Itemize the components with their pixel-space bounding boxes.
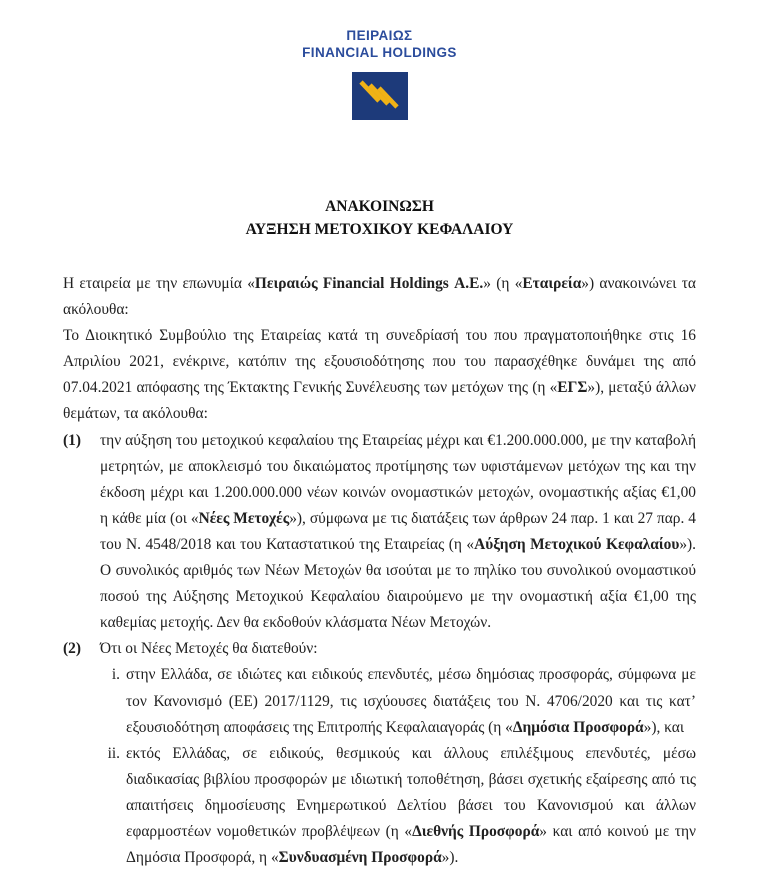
item-2-marker: (2) — [63, 640, 81, 658]
intro-paragraph: Η εταιρεία με την επωνυμία «Πειραιώς Financial Holdings Α.Ε.» (η «Εταιρεία») ανακοινώνει τα ακόλουθα: — [63, 275, 696, 319]
logo-wordmark — [0, 27, 759, 61]
document-body — [0, 271, 759, 871]
sub-item-ii — [105, 741, 696, 871]
logo-stripes-icon — [0, 72, 759, 125]
item-2-text: Ότι οι Νέες Μετοχές θα διατεθούν: — [100, 640, 318, 658]
logo-wordmark-line1: ΠΕΙΡΑΙΩΣ — [346, 28, 413, 43]
sub-item-i-marker: i. — [111, 666, 120, 684]
document-title-block — [0, 195, 759, 241]
numbered-item-1 — [63, 428, 696, 637]
sub-item-i-text: στην Ελλάδα, σε ιδιώτες και ειδικούς επενδυτές, μέσω δημόσιας προσφοράς, σύμφωνα με τον Κανονισμό (ΕΕ) 2017/1129, τις ισχύουσες διατάξεις του Ν. 4706/2020 και τις κατ’ εξουσιοδότηση αποφάσεις της Επιτροπής Κεφαλαιαγοράς (η «Δημόσια Προσφορά»), και — [126, 666, 696, 736]
item-1-text: την αύξηση του μετοχικού κεφαλαίου της Εταιρείας μέχρι και €1.200.000.000, με την καταβολή μετρητών, με αποκλεισμό του δικαιώματος προτίμησης των υφιστάμενων μετόχων της και την έκδοση μέχρι και 1.200.000.000 νέων κοινών ονομαστικών μετοχών, ονομαστικής αξίας €1,00 η κάθε μία (οι «Νέες Μετοχές»), σύμφωνα με τις διατάξεις των άρθρων 24 παρ. 1 και 27 παρ. 4 του Ν. 4548/2018 και του Καταστατικού της Εταιρείας (η «Αύξηση Μετοχικού Κεφαλαίου»). Ο συνολικός αριθμός των Νέων Μετοχών θα ισούται με το πηλίκο του συνολικού ονομαστικού ποσού της Αύξησης Μετοχικού Κεφαλαίου διαιρούμενο με την ονομαστική αξία €1,00 της καθεμίας μετοχής. Δεν θα εκδοθούν κλάσματα Νέων Μετοχών. — [100, 431, 696, 632]
sub-item-i — [105, 662, 696, 740]
company-logo — [0, 0, 759, 125]
item-1-marker: (1) — [63, 431, 81, 449]
sub-item-ii-marker: ii. — [107, 744, 120, 762]
board-decision-paragraph: Το Διοικητικό Συμβούλιο της Εταιρείας κατά τη συνεδρίασή του που πραγματοποιήθηκε στις 16 Απριλίου 2021, ενέκρινε, κατόπιν της εξουσιοδότησης που του παρασχέθηκε δυνάμει της από 07.04.2021 απόφασης της Έκτακτης Γενικής Συνέλευσης των μετόχων της (η «ΕΓΣ»), μεταξύ άλλων θεμάτων, τα ακόλουθα: — [63, 327, 696, 423]
logo-wordmark-line2: FINANCIAL HOLDINGS — [302, 45, 457, 60]
document-subtitle: ΑΥΞΗΣΗ ΜΕΤΟΧΙΚΟΥ ΚΕΦΑΛΑΙΟΥ — [245, 221, 514, 238]
sub-item-ii-text: εκτός Ελλάδας, σε ειδικούς, θεσμικούς και άλλους επιλέξιμους επενδυτές, μέσω διαδικασίας βιβλίου προσφορών με ιδιωτική τοποθέτηση, βάσει σχετικής εξαίρεσης από τις απαιτήσεις δημοσίευσης Ενημερωτικού Δελτίου βάσει του Κανονισμού και άλλων εφαρμοστέων νομοθετικών προβλέψεων (η «Διεθνής Προσφορά» και από κοινού με την Δημόσια Προσφορά, η «Συνδυασμένη Προσφορά»). — [126, 744, 696, 867]
document-title: ΑΝΑΚΟΙΝΩΣΗ — [325, 198, 434, 215]
numbered-item-2 — [63, 636, 696, 662]
